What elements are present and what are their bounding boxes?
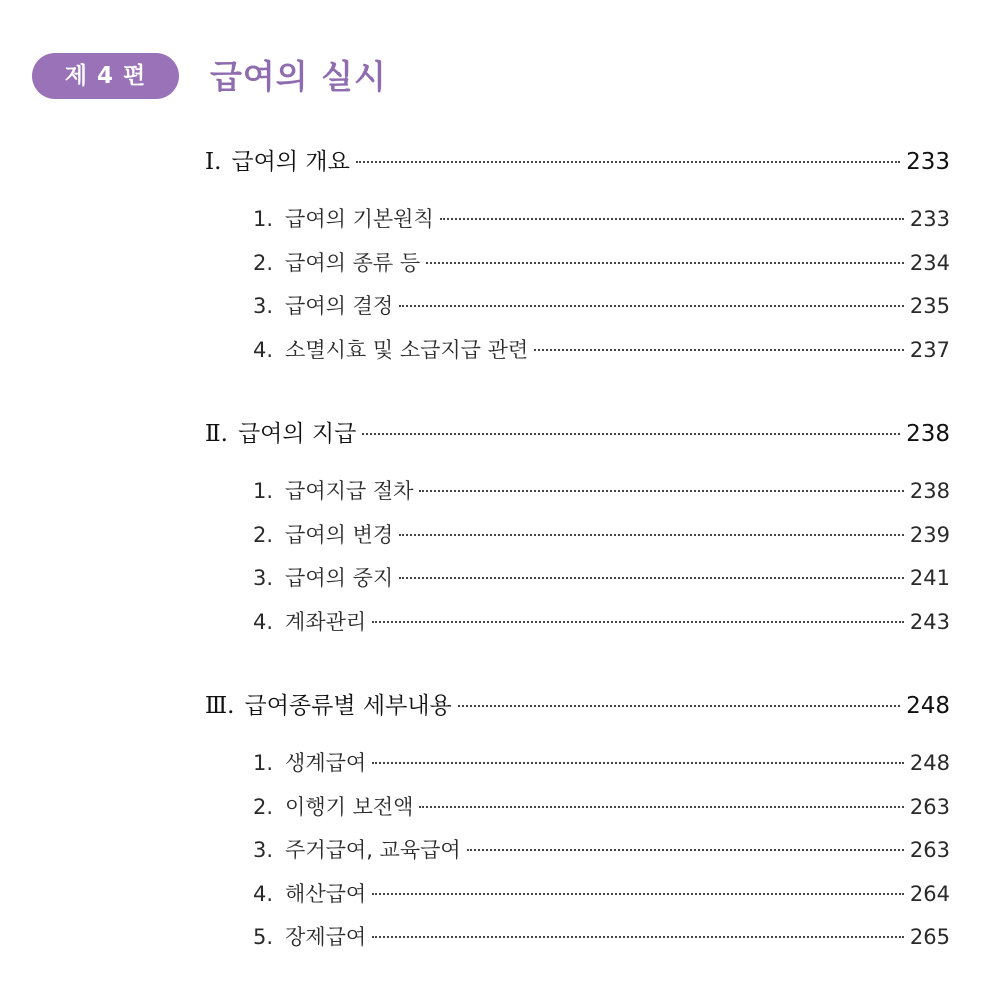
part-badge: 제 4 편 (32, 53, 179, 99)
dot-leader (399, 534, 904, 536)
item-page-number: 248 (909, 751, 950, 775)
item-title: 소멸시효 및 소급지급 관련 (285, 337, 529, 362)
item-page-number: 237 (909, 337, 950, 362)
item-page-number: 234 (909, 250, 950, 275)
item-title: 해산급여 (285, 881, 367, 906)
dot-leader (467, 849, 904, 851)
item-number: 3. (253, 838, 274, 862)
dot-leader (372, 762, 904, 764)
item-title: 계좌관리 (285, 609, 367, 634)
dot-leader (399, 305, 904, 307)
item-number: 2. (253, 794, 274, 819)
toc-item[interactable] (205, 873, 950, 917)
toc-item[interactable] (205, 285, 950, 329)
item-number: 1. (253, 479, 274, 503)
chapter-title: 급여의 개요 (231, 149, 350, 175)
item-number: 1. (253, 207, 274, 231)
item-title: 급여지급 절차 (285, 479, 414, 503)
toc-section-1 (205, 140, 950, 372)
dot-leader (372, 621, 904, 623)
dot-leader (399, 577, 904, 579)
dot-leader (372, 893, 904, 895)
dot-leader (534, 349, 904, 351)
item-page-number: 235 (909, 294, 950, 318)
toc-item[interactable] (205, 514, 950, 558)
item-page-number: 265 (909, 925, 950, 949)
toc-chapter[interactable] (205, 412, 950, 470)
item-title: 이행기 보전액 (285, 794, 414, 819)
item-title: 급여의 기본원칙 (285, 207, 434, 231)
toc-item[interactable] (205, 198, 950, 242)
item-number: 4. (253, 609, 274, 634)
item-number: 2. (253, 250, 274, 275)
dot-leader (372, 936, 904, 938)
dot-leader (356, 161, 900, 163)
item-number: 3. (253, 294, 274, 318)
toc-item[interactable] (205, 829, 950, 873)
item-title: 급여의 중지 (285, 566, 394, 590)
item-page-number: 239 (909, 522, 950, 547)
item-number: 1. (253, 751, 274, 775)
dot-leader (426, 262, 904, 264)
chapter-numeral: Ⅲ. (205, 693, 235, 719)
item-page-number: 243 (909, 609, 950, 634)
item-title: 주거급여, 교육급여 (285, 838, 461, 862)
toc-item[interactable] (205, 916, 950, 960)
toc-section-3 (205, 684, 950, 960)
chapter-title: 급여의 지급 (237, 421, 357, 447)
chapter-page-number: 248 (906, 693, 950, 719)
toc-item[interactable] (205, 557, 950, 601)
chapter-page-number: 238 (906, 421, 950, 447)
toc-item[interactable] (205, 242, 950, 286)
item-number: 4. (253, 881, 274, 906)
dot-leader (440, 218, 904, 220)
dot-leader (419, 806, 903, 808)
item-number: 4. (253, 337, 274, 362)
item-title: 급여의 결정 (285, 294, 394, 318)
chapter-title: 급여종류별 세부내용 (244, 693, 452, 719)
item-title: 장제급여 (285, 925, 367, 949)
item-number: 2. (253, 522, 274, 547)
item-number: 3. (253, 566, 274, 590)
item-title: 생계급여 (285, 751, 367, 775)
toc-section-2 (205, 412, 950, 644)
toc-item[interactable] (205, 786, 950, 830)
dot-leader (419, 490, 903, 492)
item-title: 급여의 종류 등 (285, 250, 421, 275)
part-title: 급여의 실시 (210, 57, 387, 96)
table-of-contents (205, 140, 950, 1000)
chapter-numeral: Ⅱ. (205, 421, 228, 447)
toc-item[interactable] (205, 329, 950, 373)
toc-item[interactable] (205, 742, 950, 786)
item-page-number: 263 (909, 838, 950, 862)
item-number: 5. (253, 925, 274, 949)
item-page-number: 263 (909, 794, 950, 819)
toc-item[interactable] (205, 601, 950, 645)
toc-item[interactable] (205, 470, 950, 514)
chapter-page-number: 233 (906, 149, 950, 175)
item-page-number: 233 (909, 207, 950, 231)
item-page-number: 238 (909, 479, 950, 503)
chapter-numeral: Ⅰ. (205, 149, 222, 175)
dot-leader (362, 433, 900, 435)
toc-chapter[interactable] (205, 140, 950, 198)
dot-leader (458, 705, 900, 707)
toc-chapter[interactable] (205, 684, 950, 742)
item-page-number: 241 (909, 566, 950, 590)
item-page-number: 264 (909, 881, 950, 906)
item-title: 급여의 변경 (285, 522, 394, 547)
